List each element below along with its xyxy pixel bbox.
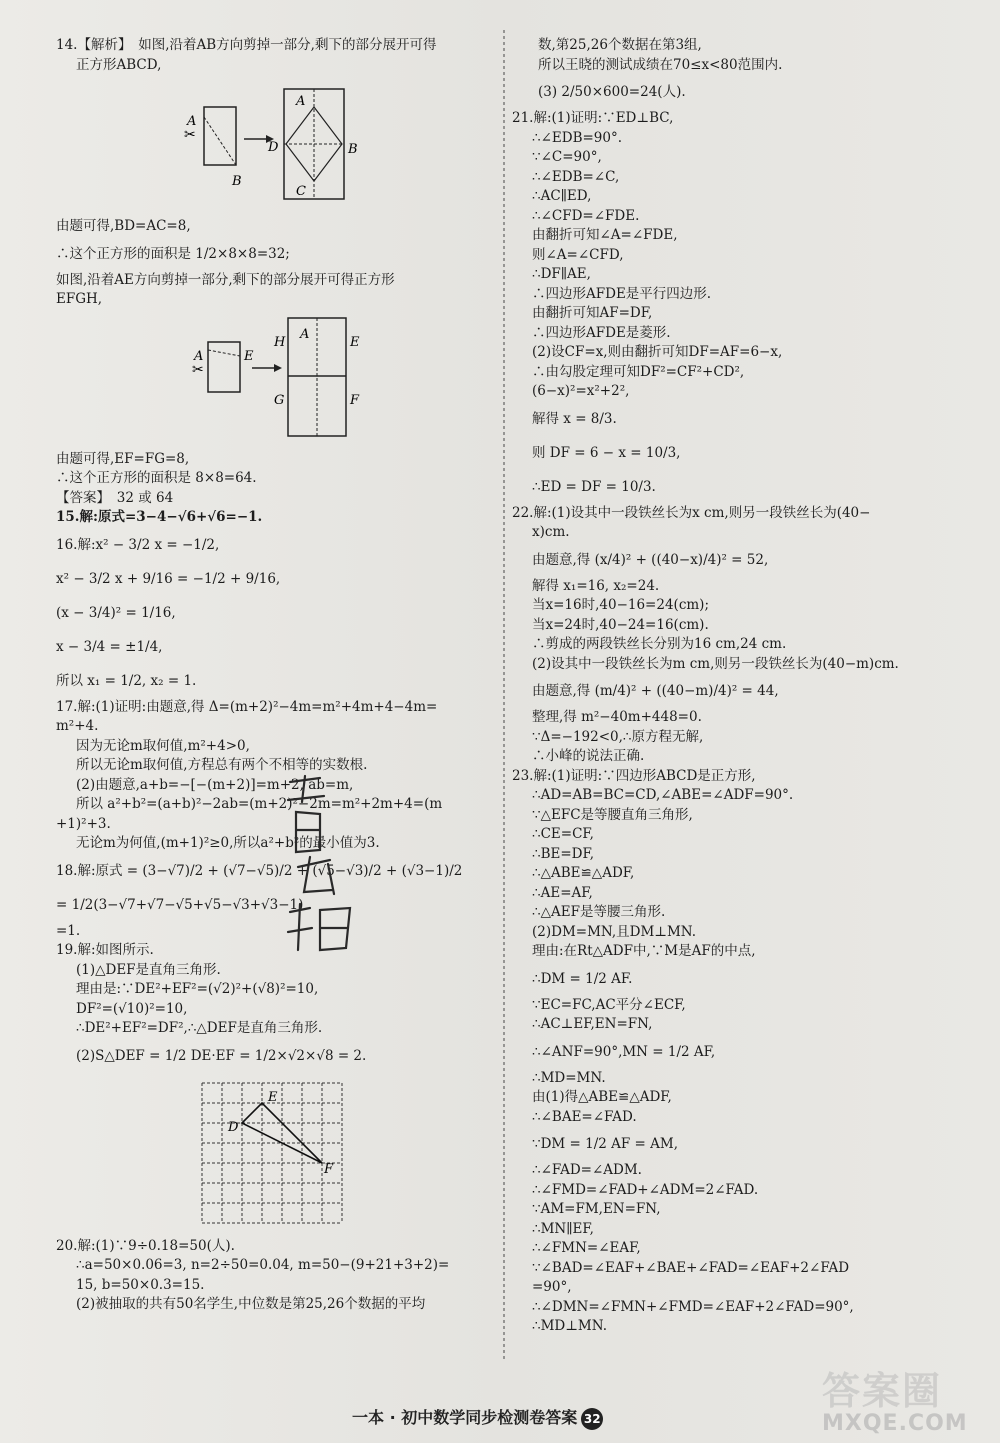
q14-line: 如图,沿着AE方向剪掉一部分,剩下的部分展开可得正方形 (56, 271, 395, 288)
q16-line: x − 3/4 = ±1/4, (56, 638, 163, 655)
q17-block (56, 698, 488, 854)
q23-line: ∴AD=AB=BC=CD,∠ABE=∠ADF=90°. (532, 787, 794, 803)
left-column (56, 36, 488, 1315)
q23-line: ∵∠BAD=∠EAF+∠BAE+∠FAD=∠EAF+2∠FAD (532, 1259, 850, 1276)
q23-line: ∵△EFC是等腰直角三角形, (532, 806, 693, 823)
q22-line: (2)设其中一段铁丝长为m cm,则另一段铁丝长为(40−m)cm. (532, 655, 899, 672)
q21-line: ∴由勾股定理可知DF²=CF²+CD², (532, 363, 745, 380)
q23-line: ∴∠BAE=∠FAD. (532, 1108, 637, 1125)
q21-line: 21.解:(1)证明:∵ED⊥BC, (512, 110, 674, 126)
q23-line: 由(1)得△ABE≌△ADF, (532, 1089, 672, 1105)
q21-line: (2)设CF=x,则由翻折可知DF=AF=6−x, (532, 344, 783, 360)
q21-line: ∴AC∥ED, (532, 188, 592, 204)
q14-block-c (56, 450, 488, 509)
q14-line: 由题可得,BD=AC=8, (56, 218, 191, 234)
page-footer (352, 1405, 603, 1430)
q17-line: 因为无论m取何值,m²+4>0, (76, 737, 250, 754)
q21-line: (6−x)²=x²+2², (532, 383, 630, 399)
q23-line: ∴△ABE≌△ADF, (532, 865, 635, 881)
q14-line: 正方形ABCD, (76, 56, 162, 73)
right-column (512, 36, 952, 1337)
q14-line: 由题可得,EF=FG=8, (56, 450, 190, 467)
fig2-label: A (194, 348, 204, 364)
fig2-label: F (350, 392, 360, 408)
q14-figure-2 (56, 316, 488, 444)
q23-line: 理由:在Rt△ADF中,∵M是AF的中点, (532, 943, 756, 959)
column-divider (503, 30, 505, 1360)
fig1-label: A (296, 94, 306, 109)
q23-line: ∵DM = 1/2 AF = AM, (532, 1136, 679, 1152)
fig2-label: H (274, 334, 286, 350)
grid-label: E (268, 1089, 278, 1105)
svg-text:✂: ✂ (184, 127, 196, 143)
q20-line: 所以王晓的测试成绩在70≤x<80范围内. (538, 56, 783, 73)
q21-line: ∴∠EDB=∠C, (532, 168, 620, 185)
watermark-url: MXQE.COM (822, 1411, 968, 1436)
q19-line: (1)△DEF是直角三角形. (76, 961, 221, 978)
q16-line: (x − 3/4)² = 1/16, (56, 604, 176, 621)
q20-line: 15, b=50×0.3=15. (76, 1276, 205, 1293)
fig2-label: A (300, 326, 310, 342)
q18-line: 18.解:原式 = (3−√7)/2 + (√7−√5)/2 + (√5−√3)/2 + (√3−1)/2 (56, 862, 463, 879)
q23-line: ∴△AEF是等腰三角形. (532, 904, 666, 920)
q18-line: = 1/2(3−√7+√7−√5+√5−√3+√3−1) (56, 896, 304, 913)
footer-title: 一本 · 初中数学同步检测卷答案 (352, 1408, 578, 1427)
watermark-logo: 答案圈 (822, 1369, 943, 1413)
q23-line: ∴CE=CF, (532, 826, 594, 842)
grid-label: D (228, 1119, 239, 1135)
q23-line: ∴∠FMD=∠FAD+∠ADM=2∠FAD. (532, 1181, 759, 1198)
q14-line: EFGH, (56, 291, 103, 307)
q22-line: x)cm. (532, 524, 570, 540)
q16-line: 所以 x₁ = 1/2, x₂ = 1. (56, 672, 197, 689)
q20-line: ∴a=50×0.06=3, n=2÷50=0.04, m=50−(9+21+3+2)= (76, 1257, 450, 1273)
q23-line: 23.解:(1)证明:∵四边形ABCD是正方形, (512, 767, 756, 784)
q18-block (56, 854, 488, 942)
q17-line: 无论m为何值,(m+1)²≥0,所以a²+b²的最小值为3. (76, 835, 380, 851)
q21-line: ∴四边形AFDE是菱形. (532, 324, 671, 341)
fig1-label: D (268, 140, 279, 155)
fig2-label: G (274, 392, 285, 408)
q16-line: x² − 3/2 x + 9/16 = −1/2 + 9/16, (56, 570, 281, 587)
q23-line: ∴∠ANF=90°,MN = 1/2 AF, (532, 1043, 716, 1060)
q15-line: 15.解:原式=3−4−√6+√6=−1. (56, 509, 263, 525)
q23-line: ∵AM=FM,EN=FN, (532, 1201, 661, 1217)
q21-line: ∴∠EDB=90°. (532, 129, 623, 146)
fig1-label: A (187, 114, 197, 129)
q14-line: ∴这个正方形的面积是 1/2×8×8=32; (56, 245, 290, 262)
q23-line: =90°, (532, 1279, 572, 1295)
q19-line: DF²=(√10)²=10, (76, 1000, 188, 1017)
q22-line: ∵Δ=−192<0,∴原方程无解, (532, 728, 704, 745)
q18-line: =1. (56, 922, 81, 939)
q21-line: ∴ED = DF = 10/3. (532, 478, 656, 495)
q22-line: ∴小峰的说法正确. (532, 748, 645, 764)
fig1-label: B (232, 174, 242, 189)
q22-block (512, 504, 952, 767)
q17-line: +1)²+3. (56, 815, 111, 832)
q20-line: (3) 2/50×600=24(人). (538, 84, 686, 100)
q17-line: (2)由题意,a+b=−[−(m+2)]=m+2, ab=m, (76, 776, 354, 793)
q23-line: ∴DM = 1/2 AF. (532, 970, 633, 987)
q22-line: 当x=24时,40−24=16(cm). (532, 616, 709, 633)
q14-answer: 【答案】 32 或 64 (56, 489, 174, 506)
q21-line: 解得 x = 8/3. (532, 410, 617, 427)
page-number: 32 (581, 1408, 603, 1430)
watermark (822, 1360, 992, 1440)
q23-line: ∴MD⊥MN. (532, 1318, 607, 1334)
q17-line: 17.解:(1)证明:由题意,得 Δ=(m+2)²−4m=m²+4m+4−4m= (56, 698, 438, 715)
q22-line: 整理,得 m²−40m+448=0. (532, 709, 702, 725)
q23-line: ∴∠FMN=∠EAF, (532, 1240, 641, 1256)
q21-line: ∴∠CFD=∠FDE. (532, 207, 640, 224)
q21-block (512, 109, 952, 504)
q23-line: ∴∠DMN=∠FMN+∠FMD=∠EAF+2∠FAD=90°, (532, 1298, 854, 1315)
q22-line: 解得 x₁=16, x₂=24. (532, 577, 660, 594)
fig2-label: E (350, 334, 360, 350)
svg-text:✂: ✂ (192, 361, 204, 378)
q22-line: 由题意,得 (m/4)² + ((40−m)/4)² = 44, (532, 683, 779, 699)
q22-line: 当x=16时,40−16=24(cm); (532, 597, 709, 613)
q14-line: ∴这个正方形的面积是 8×8=64. (56, 470, 257, 486)
q20-line: 20.解:(1)∵9÷0.18=50(人). (56, 1237, 235, 1254)
q19-line: 理由是:∵DE²+EF²=(√2)²+(√8)²=10, (76, 981, 319, 997)
q21-line: ∴四边形AFDE是平行四边形. (532, 285, 712, 302)
q14-block (56, 36, 488, 75)
q23-line: ∴BE=DF, (532, 845, 595, 862)
q23-line: ∴MD=MN. (532, 1069, 606, 1086)
q19-line: (2)S△DEF = 1/2 DE·EF = 1/2×√2×√8 = 2. (76, 1047, 367, 1064)
fig2-label: E (244, 348, 254, 364)
q14-line: 14.【解析】 如图,沿着AB方向剪掉一部分,剩下的部分展开可得 (56, 37, 437, 53)
q20-cont-block (512, 36, 952, 109)
q17-line: m²+4. (56, 718, 99, 734)
q17-line: 所以无论m取何值,方程总有两个不相等的实数根. (76, 757, 368, 773)
q19-line: ∴DE²+EF²=DF²,∴△DEF是直角三角形. (76, 1020, 323, 1036)
q16-line: 16.解:x² − 3/2 x = −1/2, (56, 536, 220, 553)
fig1-label: B (348, 142, 358, 157)
q23-line: (2)DM=MN,且DM⊥MN. (532, 923, 697, 940)
q21-line: ∴DF∥AE, (532, 266, 591, 282)
q20-line: 数,第25,26个数据在第3组, (538, 37, 702, 53)
q21-line: 由翻折可知∠A=∠FDE, (532, 227, 678, 243)
q19-grid-figure (56, 1079, 488, 1231)
fig1-label: C (296, 184, 306, 199)
q23-line: ∴MN∥EF, (532, 1220, 594, 1237)
grid-label: F (324, 1161, 334, 1177)
q17-line: 所以 a²+b²=(a+b)²−2ab=(m+2)²−2m=m²+2m+4=(m (76, 796, 443, 812)
q20-block (56, 1237, 488, 1315)
q19-line: 19.解:如图所示. (56, 942, 154, 958)
q23-block (512, 767, 952, 1337)
q21-line: 则∠A=∠CFD, (532, 246, 624, 263)
q23-line: ∴AE=AF, (532, 884, 593, 901)
q16-block (56, 528, 488, 698)
q23-line: ∴AC⊥EF,EN=FN, (532, 1016, 653, 1032)
q19-block (56, 941, 488, 1073)
q20-line: (2)被抽取的共有50名学生,中位数是第25,26个数据的平均 (76, 1296, 426, 1312)
q22-line: 22.解:(1)设其中一段铁丝长为x cm,则另一段铁丝长为(40− (512, 504, 871, 521)
q14-block-b (56, 217, 488, 310)
q23-line: ∵EC=FC,AC平分∠ECF, (532, 996, 686, 1013)
q22-line: 由题意,得 (x/4)² + ((40−x)/4)² = 52, (532, 551, 769, 568)
q22-line: ∴剪成的两段铁丝长分别为16 cm,24 cm. (532, 636, 787, 652)
q21-line: 则 DF = 6 − x = 10/3, (532, 444, 681, 461)
q14-figure-1 (56, 81, 488, 211)
q23-line: ∴∠FAD=∠ADM. (532, 1162, 642, 1178)
q21-line: ∵∠C=90°, (532, 149, 602, 165)
q21-line: 由翻折可知AF=DF, (532, 305, 653, 321)
